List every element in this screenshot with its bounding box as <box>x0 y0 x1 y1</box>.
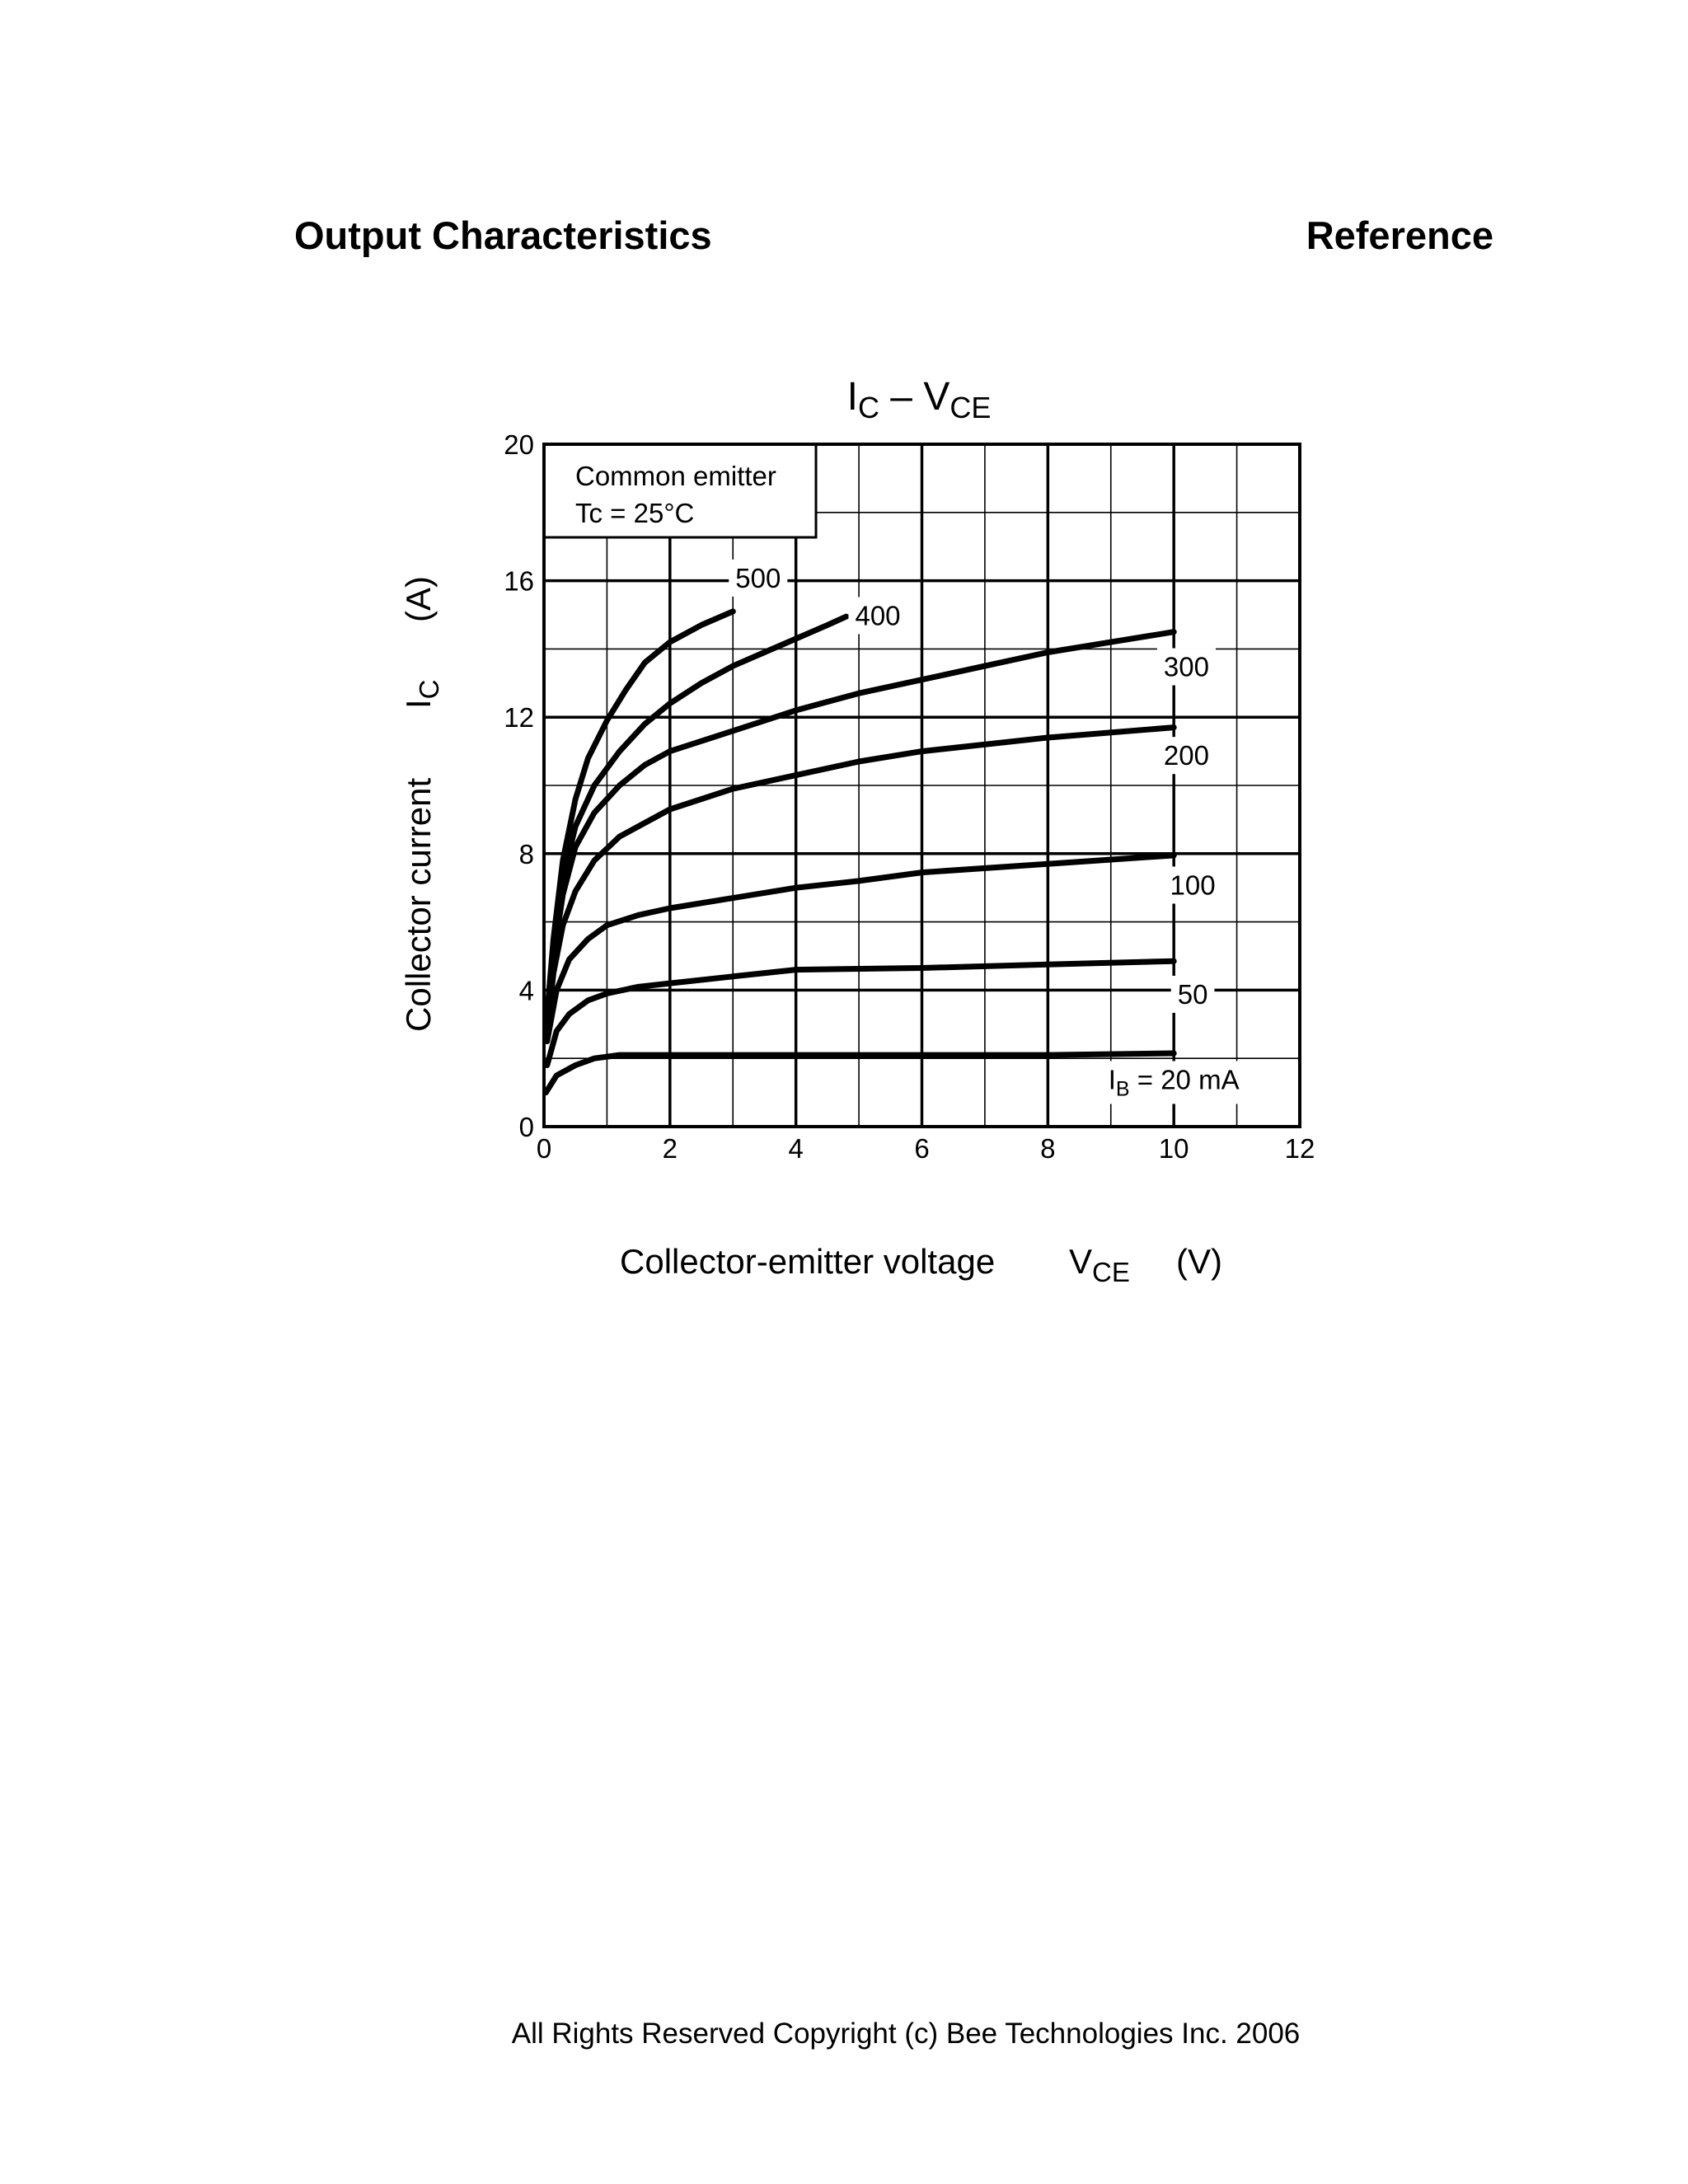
x-tick-label: 4 <box>788 1133 804 1164</box>
series-label <box>1164 866 1222 903</box>
x-tick-label: 10 <box>1158 1133 1189 1164</box>
series-line <box>546 1053 1174 1093</box>
y-tick-label: 12 <box>504 702 534 733</box>
series-label <box>1102 1061 1246 1104</box>
series-label <box>848 597 907 634</box>
y-tick-label: 8 <box>518 838 534 869</box>
y-tick-label: 4 <box>518 975 534 1006</box>
x-tick-label: 2 <box>662 1133 678 1164</box>
series-label-text: $I_B = 20$ mA <box>1108 1064 1240 1101</box>
x-tick-label: 12 <box>1284 1133 1315 1164</box>
x-axis-label: Collector-emitter voltage $V_{CE}$ (V) <box>620 1242 1222 1287</box>
y-tick-label: 0 <box>518 1112 534 1142</box>
series-label <box>1157 737 1216 774</box>
page-heading: Output Characteristics <box>294 213 712 257</box>
series-label-text: 400 <box>855 600 901 631</box>
legend-line-2: Tc = 25°C <box>575 498 695 528</box>
x-tick-label: 6 <box>914 1133 930 1164</box>
series-lines <box>546 612 1174 1093</box>
series-label <box>729 560 787 597</box>
y-tick-label: 16 <box>504 565 534 597</box>
series-label-text: 200 <box>1163 740 1209 771</box>
reference-label: Reference <box>1306 213 1493 257</box>
series-label <box>1171 976 1215 1013</box>
series-label-text: 100 <box>1170 869 1216 901</box>
y-axis-label: Collector currentI$_C$(A) <box>399 576 444 1032</box>
series-line <box>547 855 1174 1042</box>
legend-box <box>544 444 816 537</box>
legend-line-1: Common emitter <box>575 461 776 491</box>
copyright-footer: All Rights Reserved Copyright (c) Bee Technologies Inc. 2006 <box>511 2018 1301 2050</box>
x-tick-label: 0 <box>536 1133 552 1164</box>
series-line <box>547 961 1174 1065</box>
series-label-text: 50 <box>1177 978 1208 1010</box>
chart-title: $I_C - V_{CE}$ <box>846 375 992 424</box>
series-label <box>1157 649 1216 686</box>
y-tick-label: 20 <box>504 429 534 460</box>
series-labels <box>729 560 1245 1104</box>
grid <box>544 444 1300 1127</box>
series-label-text: 300 <box>1163 651 1209 682</box>
x-tick-label: 8 <box>1040 1133 1056 1164</box>
series-label-text: 500 <box>735 562 781 593</box>
